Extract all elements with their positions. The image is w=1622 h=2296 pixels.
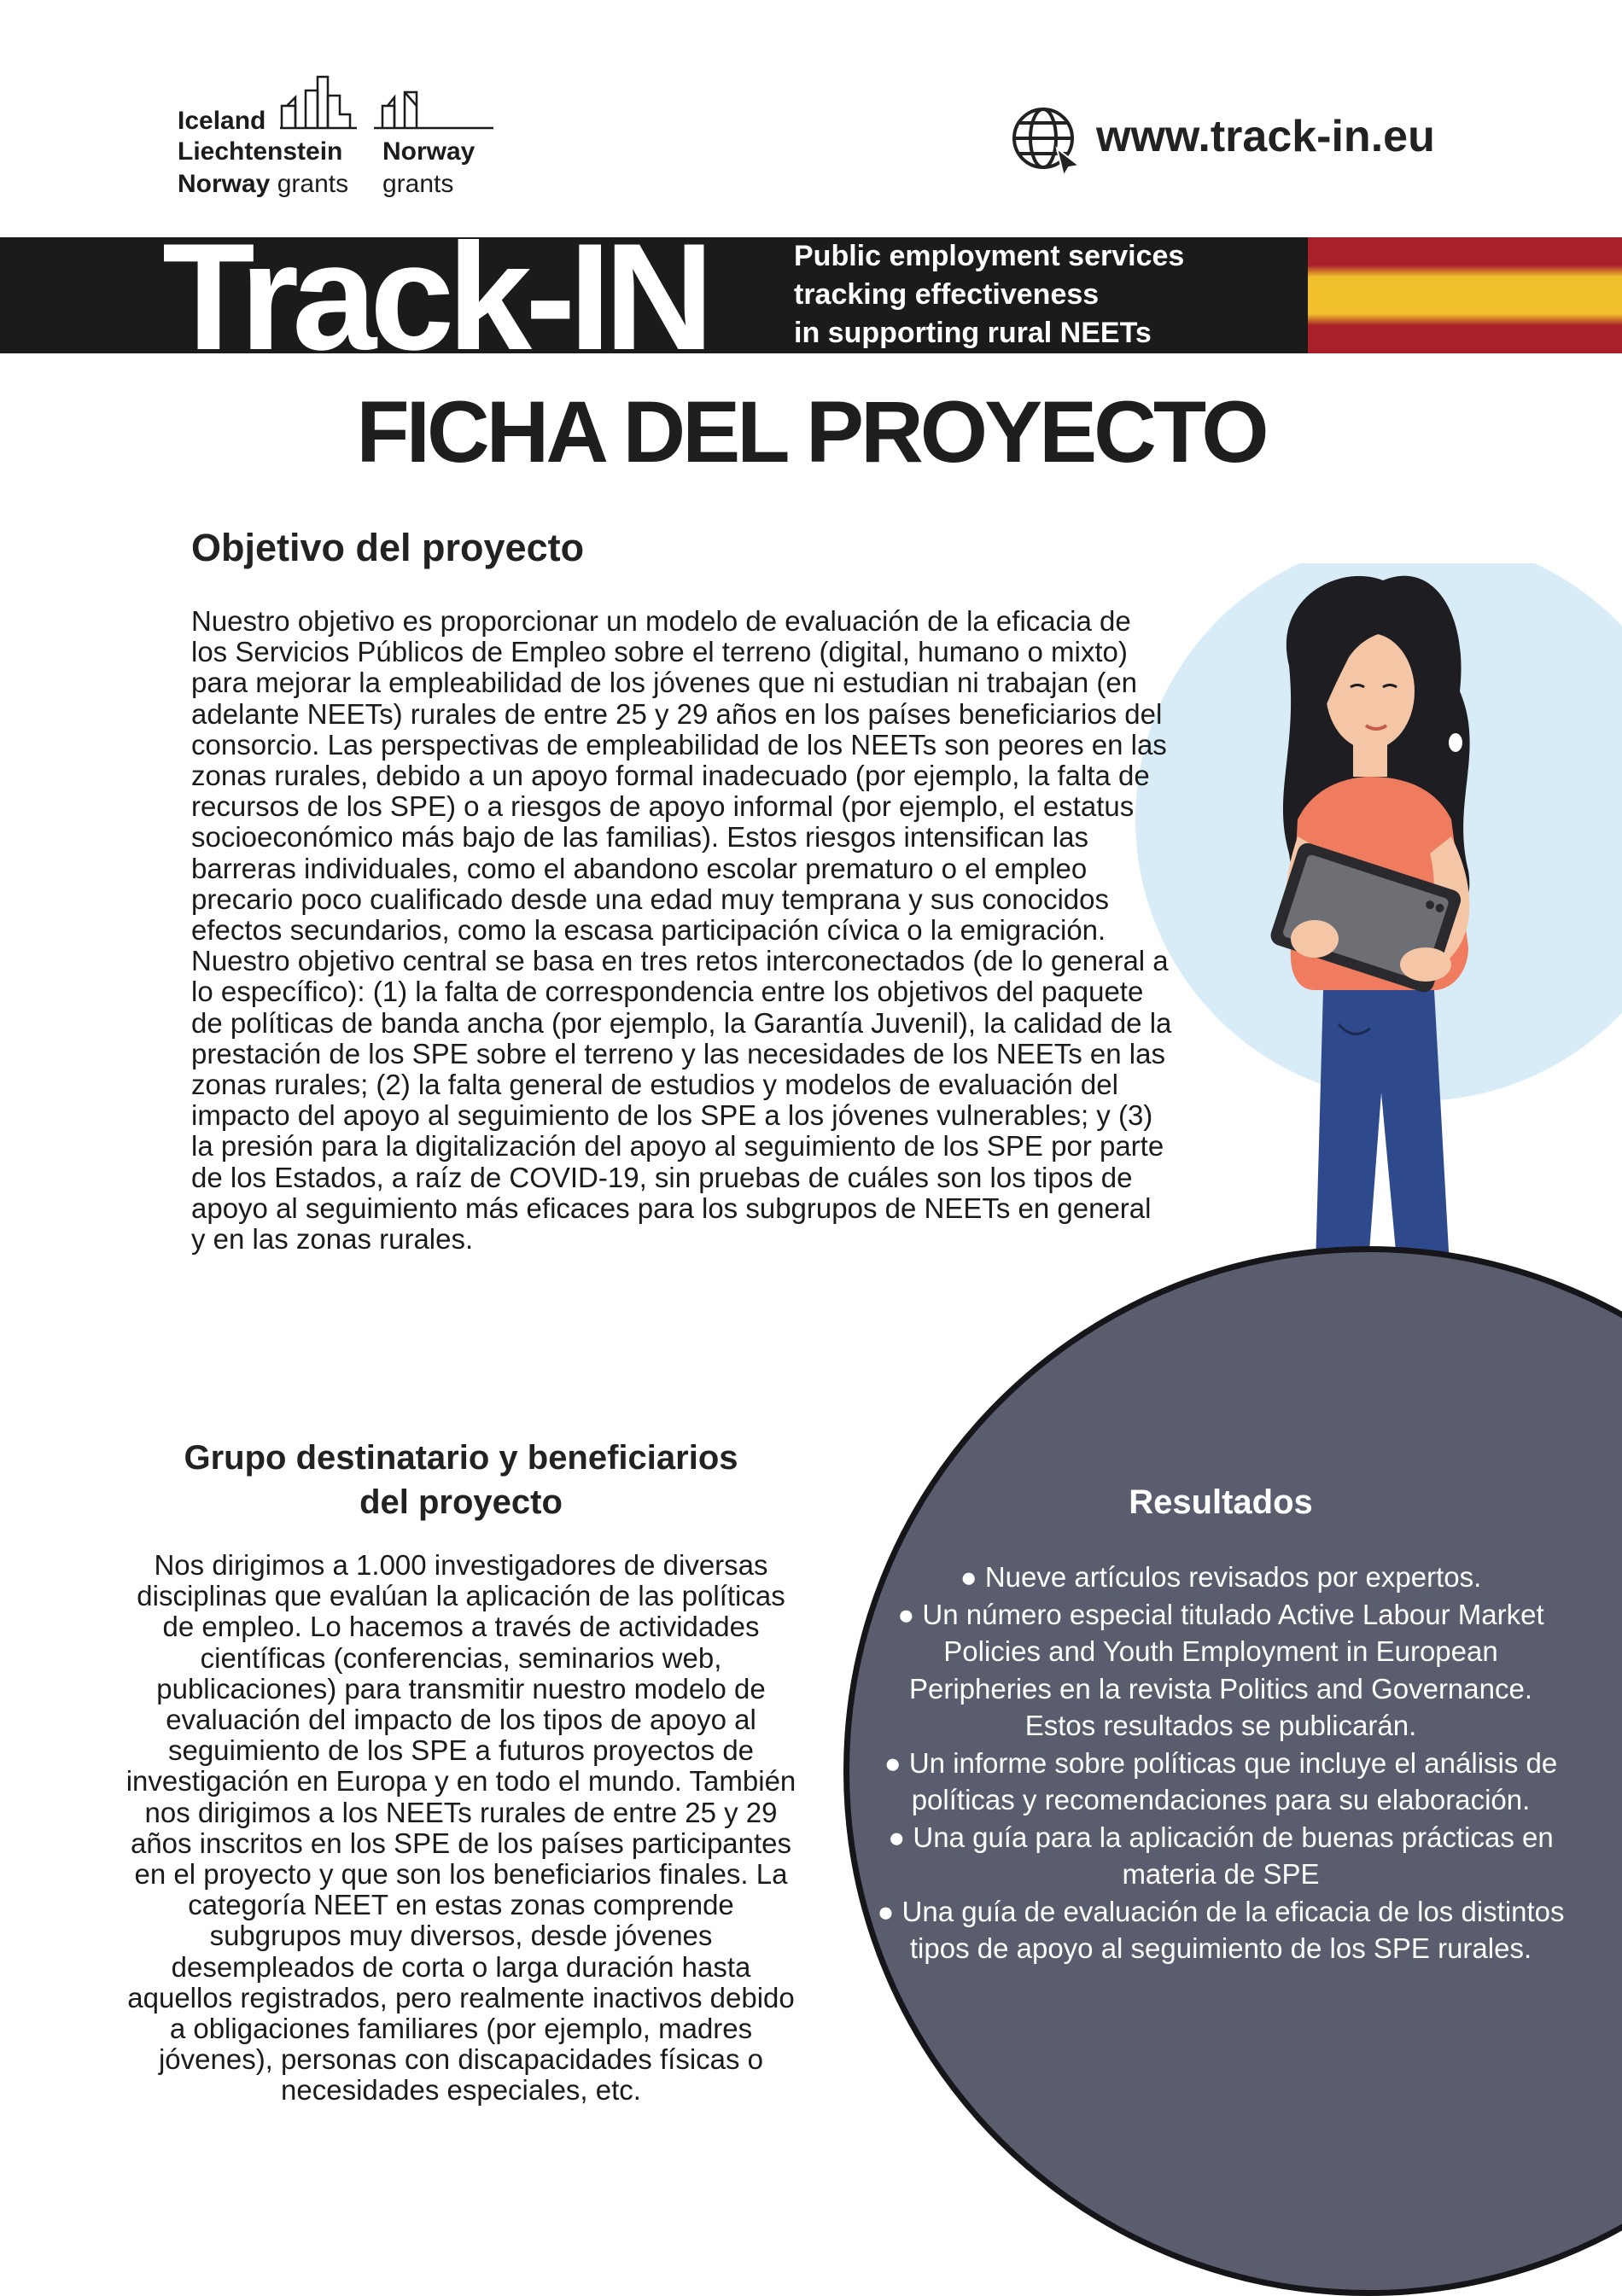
globe-icon	[1011, 106, 1082, 178]
objective-body	[191, 606, 1173, 1255]
objective-paragraph-2: Nuestro objetivo central se basa en tres retos interconectados (de lo general a lo específico): (1) la falta de correspondencia entre los objetivos del paquete de políticas de banda ancha (por ejemplo, la Garantía Juvenil), la calidad de la prestación de los SPE sobre el terreno y las necesidades de los NEETs en las zonas rurales; (2) la falta general de estudios y modelos de evaluación del impacto del apoyo al seguimiento de los SPE a los jóvenes vulnerables; y (3) la presión para la digitalización del apoyo al seguimiento de los SPE por parte de los Estados, a raíz de COVID-19, sin pruebas de cuáles son los tipos de apoyo al seguimiento más eficaces para los subgrupos de NEETs en general y en las zonas rurales.	[191, 945, 1172, 1256]
logo-norway-grants: Norway grants	[178, 170, 349, 198]
logo-norway: Norway	[382, 137, 476, 166]
website-url[interactable]: www.track-in.eu	[1096, 112, 1435, 161]
skyline-logo-icon	[280, 72, 493, 130]
result-item: ● Un número especial titulado Active Labour Market Policies and Youth Employment in European Peripheries en la revista Politics and Governance. Estos resultados se publicarán.	[897, 1598, 1544, 1741]
objective-paragraph-1: Nuestro objetivo es proporcionar un modelo de evaluación de la eficacia de los Servicios Públicos de Empleo sobre el terreno (digital, humano o mixto) para mejorar la empleabilidad de los jóvenes que ni estudian ni trabajan (en adelante NEETs) rurales de entre 25 y 29 años en los países beneficiarios del consorcio. Las perspectivas de empleabilidad de los NEETs son peores en las zonas rurales, debido a un apoyo formal inadecuado (por ejemplo, la falta de recursos de los SPE) o a riesgos de apoyo informal (por ejemplo, el estatus socioeconómico más bajo de las familias). Estos riesgos intensifican las barreras individuales, como el abandono escolar prematuro o el empleo precario poco cualificado desde una edad muy temprana y sus conocidos efectos secundarios, como la escasa participación cívica o la emigración.	[191, 605, 1167, 947]
target-group-heading-line: Grupo destinatario y beneficiarios	[184, 1439, 738, 1477]
tagline	[794, 237, 1306, 353]
funder-logo	[178, 72, 502, 200]
woman-with-tablet-illustration	[1127, 563, 1622, 1332]
result-item: ● Nueve artículos revisados por expertos.	[960, 1561, 1482, 1593]
result-item: ● Un informe sobre políticas que incluye el análisis de políticas y recomendaciones para su elaboración.	[884, 1746, 1558, 1815]
tagline-line: Public employment services	[794, 240, 1185, 272]
tagline-line: tracking effectiveness	[794, 278, 1100, 311]
logo-liechtenstein: Liechtenstein	[178, 137, 343, 166]
result-item: ● Una guía de evaluación de la eficacia de los distintos tipos de apoyo al seguimiento de los SPE rurales.	[877, 1895, 1565, 1964]
results-list	[871, 1559, 1571, 1967]
tagline-line: in supporting rural NEETs	[794, 317, 1152, 349]
spain-flag-icon	[1308, 237, 1622, 353]
logo-grants: grants	[382, 170, 454, 198]
page-title: FICHA DEL PROYECTO	[356, 383, 1266, 481]
website-link[interactable]	[1011, 102, 1489, 179]
target-group-heading	[128, 1436, 794, 1524]
target-group-body: Nos dirigimos a 1.000 investigadores de diversas disciplinas que evalúan la aplicación de las políticas de empleo. Lo hacemos a través de actividades científicas (conferencias, seminarios web, publicaciones) para transmitir nuestro modelo de evaluación del impacto de los tipos de apoyo al seguimiento de los SPE a futuros proyectos de investigación en Europa y en todo el mundo. También nos dirigimos a los NEETs rurales de entre 25 y 29 años inscritos en los SPE de los países participantes en el proyecto y que son los beneficiarios finales. La categoría NEET en estas zonas comprende subgrupos muy diversos, desde jóvenes desempleados de corta o larga duración hasta aquellos registrados, pero realmente inactivos debido a obligaciones familiares (por ejemplo, madres jóvenes), personas con discapacidades físicas o necesidades especiales, etc.	[125, 1549, 796, 2107]
brand-name: Track-IN	[162, 212, 708, 382]
title-banner	[0, 212, 1622, 382]
results-heading: Resultados	[1129, 1483, 1313, 1521]
logo-iceland: Iceland	[178, 107, 266, 135]
target-group-heading-line: del proyecto	[359, 1483, 563, 1521]
result-item: ● Una guía para la aplicación de buenas prácticas en materia de SPE	[888, 1821, 1554, 1890]
objective-heading: Objetivo del proyecto	[191, 526, 585, 569]
